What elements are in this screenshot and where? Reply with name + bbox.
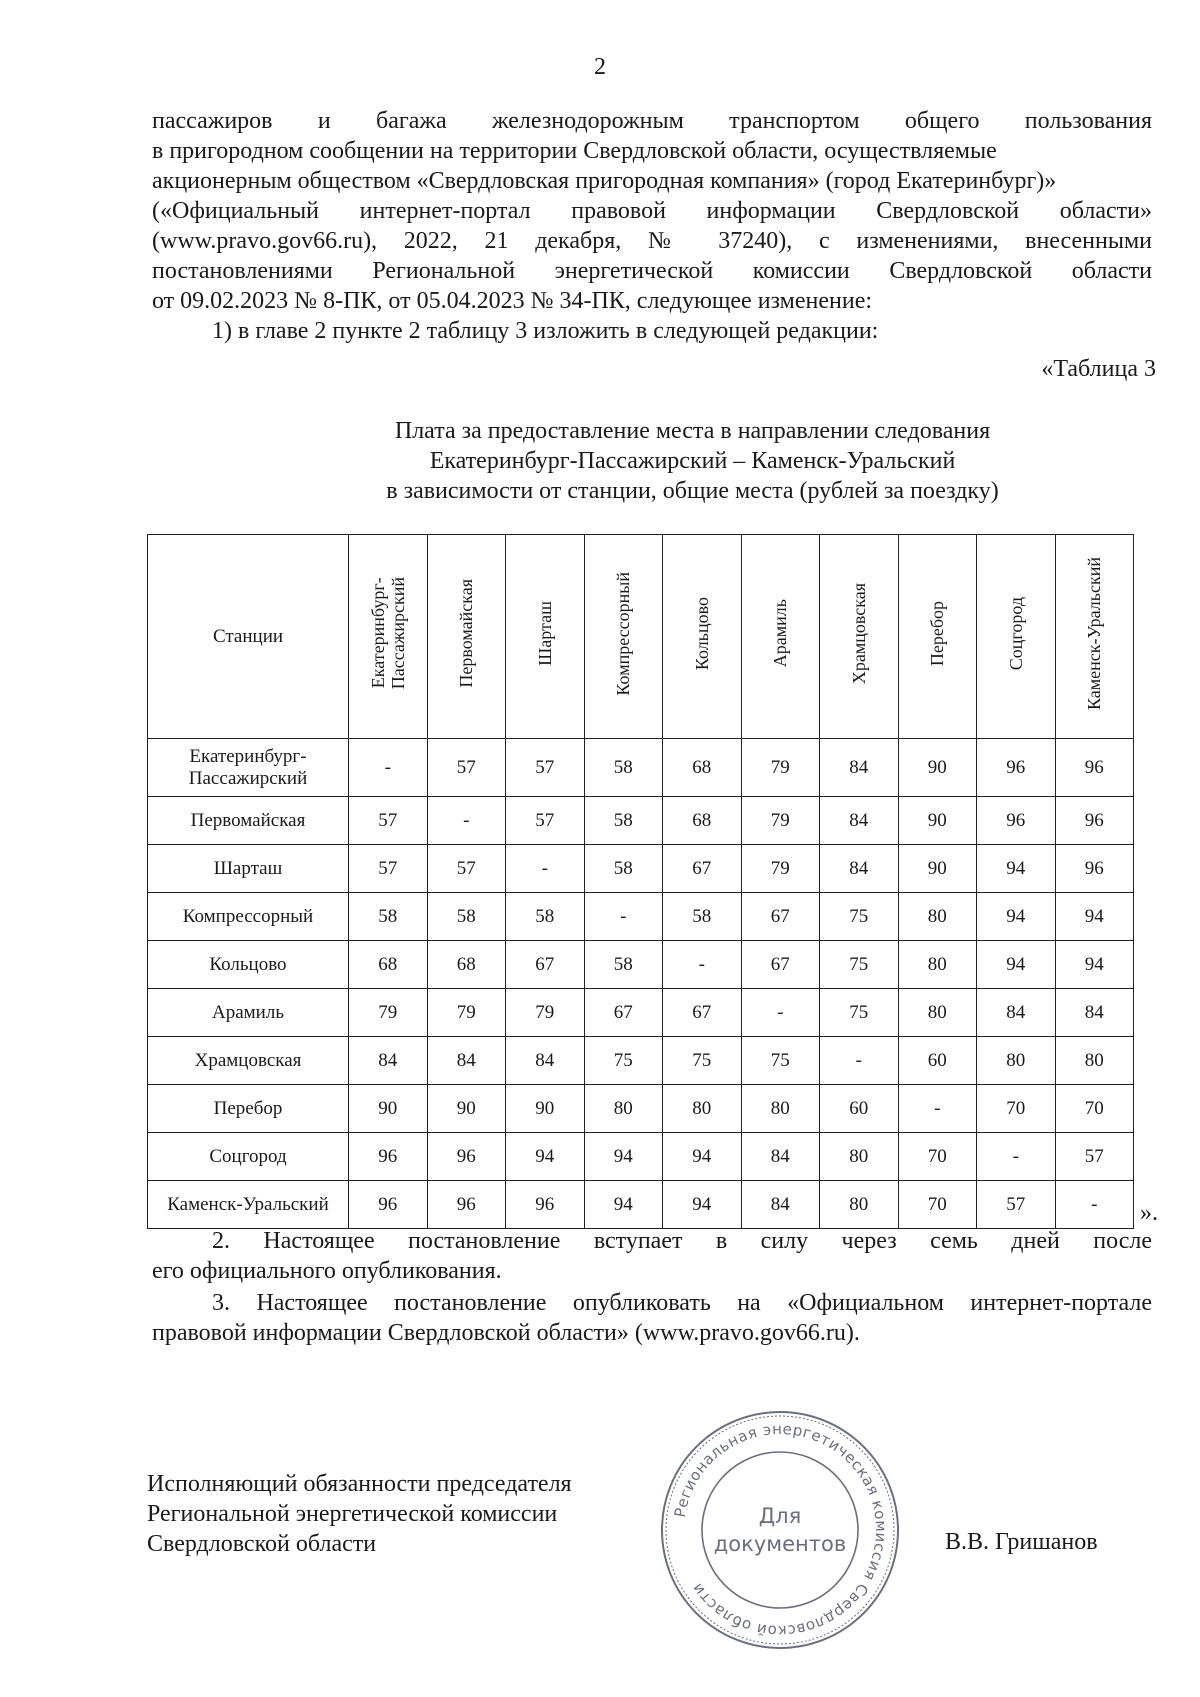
official-stamp [655,1405,905,1655]
point-2-line: его официального опубликования. [152,1258,502,1284]
point-3-line: правовой информации Свердловской области» (www.pravo.gov66.ru). [152,1320,860,1346]
row-header-line: Шарташ [213,857,283,879]
fare-cell: - [349,739,428,797]
fare-cell: 94 [506,1133,585,1181]
column-header-label [692,597,712,670]
fare-cell: 94 [663,1133,742,1181]
fare-cell: 67 [741,893,820,941]
fare-cell: 80 [663,1085,742,1133]
fare-cell: 79 [741,797,820,845]
point-3 [152,1288,1152,1348]
fare-cell: 84 [977,989,1056,1037]
column-header [898,535,977,739]
column-header-line: Шарташ [534,601,555,666]
column-header-label [535,601,555,666]
fare-cell: 84 [349,1037,428,1085]
fare-cell: 58 [349,893,428,941]
row-header-line: Пассажирский [188,767,308,789]
fare-cell: 90 [427,1085,506,1133]
column-header-line: Компрессорный [613,571,634,696]
fare-cell: - [427,797,506,845]
fare-cell: 90 [898,845,977,893]
signatory-position-line: Исполняющий обязанности председателя [147,1471,572,1497]
fare-cell: 68 [663,797,742,845]
column-header [663,535,742,739]
column-header-label [1084,557,1104,710]
fare-cell: 96 [427,1133,506,1181]
row-header-line: Екатеринбург- [189,745,307,767]
fare-cell: 80 [977,1037,1056,1085]
row-header [148,941,349,989]
fare-cell: 94 [977,893,1056,941]
fare-cell: 70 [898,1133,977,1181]
column-header-line: Перебор [927,600,948,667]
stamp-ring-text: Региональная энергетическая комиссия Свердловской области [670,1419,891,1641]
column-header-label [849,583,869,684]
point-2 [152,1226,1152,1286]
fare-cell: 57 [977,1181,1056,1229]
fare-cell: 57 [506,797,585,845]
fare-cell: 96 [1055,739,1134,797]
column-header-line: Каменск-Уральский [1084,557,1105,710]
table-title-line: в зависимости от станции, общие места (рублей за поездку) [386,478,999,504]
point-1: 1) в главе 2 пункте 2 таблицу 3 изложить в следующей редакции: [212,318,879,344]
fare-cell: 79 [506,989,585,1037]
fare-cell: 84 [506,1037,585,1085]
row-header-line: Кольцово [209,953,287,975]
fare-cell: 80 [898,989,977,1037]
fare-cell: 96 [506,1181,585,1229]
fare-cell: 84 [427,1037,506,1085]
fare-cell: 68 [663,739,742,797]
fare-cell: 58 [506,893,585,941]
table-title [200,416,1185,506]
fare-cell: 58 [427,893,506,941]
fare-cell: 75 [820,989,899,1037]
row-header-line: Арамиль [212,1001,284,1023]
signatory-position-line: Региональной энергетической комиссии [147,1501,558,1527]
fare-cell: 70 [977,1085,1056,1133]
fare-cell: 67 [663,989,742,1037]
table-row [148,941,1134,989]
row-header [148,1181,349,1229]
fare-cell: 94 [1055,941,1134,989]
intro-line: пассажиров и багажа железнодорожным транспортом общего пользования [152,108,1152,134]
fare-cell: 67 [663,845,742,893]
fare-cell: 68 [427,941,506,989]
stamp-inner-ring [702,1452,858,1608]
column-header-line: Екатеринбург- [367,578,388,689]
fare-cell: 84 [1055,989,1134,1037]
column-header-line: Кольцово [691,596,712,671]
fare-cell: - [1055,1181,1134,1229]
table-row [148,1085,1134,1133]
table-close-quote: ». [1140,1200,1158,1226]
row-header [148,893,349,941]
fare-cell: 57 [506,739,585,797]
fare-cell: - [977,1133,1056,1181]
table-row [148,1181,1134,1229]
row-header-line: Каменск-Уральский [167,1193,329,1215]
fare-cell: 80 [820,1133,899,1181]
fare-cell: 67 [584,989,663,1037]
fare-cell: 75 [820,893,899,941]
fare-cell: 75 [584,1037,663,1085]
table-row [148,1037,1134,1085]
table-row [148,845,1134,893]
row-header [148,797,349,845]
fare-cell: 60 [898,1037,977,1085]
fare-cell: - [898,1085,977,1133]
row-header-line: Первомайская [190,809,306,831]
page-number: 2 [594,54,606,80]
row-header-line: Храмцовская [194,1049,302,1071]
column-header-label [368,577,408,689]
fare-cell: 70 [1055,1085,1134,1133]
fare-cell: 84 [820,739,899,797]
fare-cell: 58 [584,941,663,989]
stamp-center-line: Для [758,1504,802,1528]
fare-table [147,534,1134,1229]
column-header [1055,535,1134,739]
table-row [148,1133,1134,1181]
signatory-name: В.В. Гришанов [945,1529,1098,1555]
fare-cell: 80 [898,941,977,989]
stamp-dotted-ring [666,1416,894,1644]
fare-cell: 94 [584,1181,663,1229]
fare-cell: 80 [584,1085,663,1133]
fare-cell: 57 [349,797,428,845]
intro-line: от 09.02.2023 № 8-ПК, от 05.04.2023 № 34-ПК, следующее изменение: [152,288,873,314]
row-header-line: Перебор [213,1097,283,1119]
column-header-label [456,579,476,688]
fare-cell: 80 [1055,1037,1134,1085]
table-row [148,797,1134,845]
fare-cell: 57 [1055,1133,1134,1181]
fare-cell: 96 [349,1133,428,1181]
table-row [148,989,1134,1037]
column-header-line: Храмцовская [848,582,869,685]
intro-line: (www.pravo.gov66.ru), 2022, 21 декабря, № 37240), с изменениями, внесенными [152,228,1152,254]
row-header-line: Компрессорный [182,905,314,927]
row-header [148,1085,349,1133]
fare-cell: 75 [741,1037,820,1085]
fare-cell: 94 [977,845,1056,893]
corner-header: Станции [148,535,349,739]
column-header-label [613,572,633,696]
column-header [977,535,1056,739]
fare-cell: 84 [741,1181,820,1229]
fare-cell: 75 [663,1037,742,1085]
fare-cell: 79 [741,845,820,893]
row-header [148,989,349,1037]
fare-cell: 94 [1055,893,1134,941]
fare-cell: - [741,989,820,1037]
fare-cell: 79 [349,989,428,1037]
row-header [148,1037,349,1085]
fare-cell: 96 [427,1181,506,1229]
fare-cell: 90 [898,739,977,797]
fare-cell: 79 [741,739,820,797]
column-header [506,535,585,739]
column-header [349,535,428,739]
fare-cell: 84 [820,845,899,893]
fare-cell: 58 [663,893,742,941]
column-header [741,535,820,739]
fare-cell: 84 [741,1133,820,1181]
fare-cell: 84 [820,797,899,845]
table-body [148,739,1134,1229]
fare-cell: - [584,893,663,941]
fare-cell: - [663,941,742,989]
table-header-row [148,535,1134,739]
row-header [148,739,349,797]
column-header [820,535,899,739]
table-reference: «Таблица 3 [1041,356,1156,382]
fare-cell: 96 [1055,797,1134,845]
row-header-line: Соцгород [209,1145,287,1167]
fare-cell: 70 [898,1181,977,1229]
column-header-line: Пассажирский [387,577,408,690]
column-header-label [770,599,790,667]
point-3-line: 3. Настоящее постановление опубликовать на «Официальном интернет-портале [212,1290,1152,1316]
fare-cell: 90 [898,797,977,845]
fare-cell: 67 [741,941,820,989]
intro-line: в пригородном сообщении на территории Свердловской области, осуществляемые [152,138,997,164]
table-title-line: Екатеринбург-Пассажирский – Каменск-Уральский [429,448,956,474]
fare-cell: 94 [977,941,1056,989]
fare-cell: 57 [349,845,428,893]
table-row [148,739,1134,797]
intro-line: («Официальный интернет-портал правовой информации Свердловской области» [152,198,1152,224]
fare-cell: 57 [427,739,506,797]
fare-cell: 57 [427,845,506,893]
fare-cell: 75 [820,941,899,989]
fare-cell: - [506,845,585,893]
fare-cell: 68 [349,941,428,989]
signatory-position [147,1469,572,1559]
column-header-line: Арамиль [770,599,791,668]
fare-cell: 80 [898,893,977,941]
point-2-line: 2. Настоящее постановление вступает в силу через семь дней после [212,1228,1152,1254]
intro-paragraph [152,106,1152,346]
table-row [148,893,1134,941]
column-header-line: Первомайская [456,579,477,688]
fare-cell: 90 [349,1085,428,1133]
fare-cell: 96 [977,797,1056,845]
column-header-label [927,601,947,666]
fare-cell: 80 [820,1181,899,1229]
stamp-outer-ring [662,1412,898,1648]
fare-cell: 96 [1055,845,1134,893]
fare-cell: 94 [584,1133,663,1181]
row-header [148,845,349,893]
fare-cell: 60 [820,1085,899,1133]
table-title-line: Плата за предоставление места в направлении следования [394,418,991,444]
column-header [584,535,663,739]
fare-cell: 67 [506,941,585,989]
signatory-position-line: Свердловской области [147,1531,377,1557]
fare-cell: 90 [506,1085,585,1133]
fare-cell: 80 [741,1085,820,1133]
fare-cell: 58 [584,739,663,797]
fare-cell: 96 [977,739,1056,797]
fare-cell: 96 [349,1181,428,1229]
column-header [427,535,506,739]
column-header-label [1006,597,1026,670]
stamp-center-line: документов [713,1532,847,1556]
fare-cell: 58 [584,845,663,893]
fare-cell: 58 [584,797,663,845]
fare-cell: - [820,1037,899,1085]
row-header [148,1133,349,1181]
fare-cell: 94 [663,1181,742,1229]
fare-cell: 79 [427,989,506,1037]
intro-line: постановлениями Региональной энергетической комиссии Свердловской области [152,258,1152,284]
column-header-line: Соцгород [1005,596,1026,671]
intro-line: акционерным обществом «Свердловская пригородная компания» (город Екатеринбург)» [152,168,1057,194]
